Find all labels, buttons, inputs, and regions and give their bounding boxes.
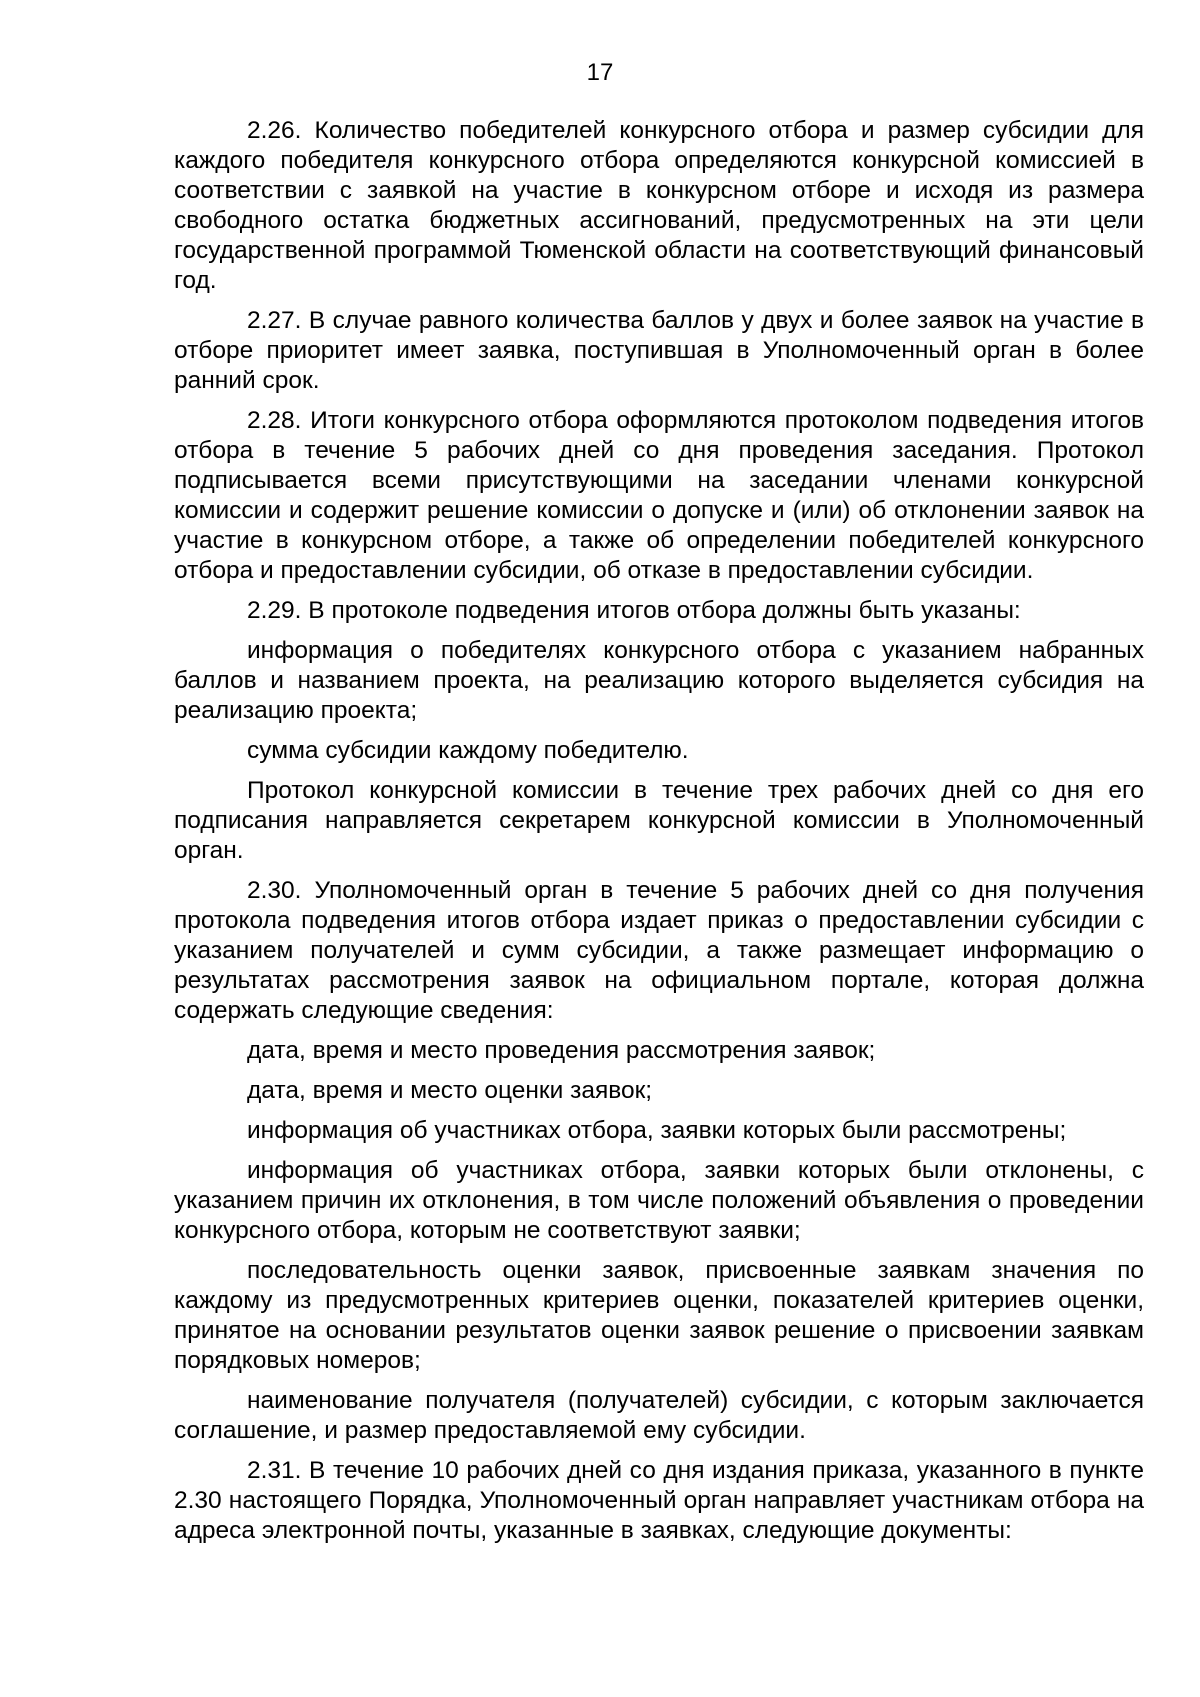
list-item-recipient-name: наименование получателя (получателей) субсидии, с которым заключается соглашение, и размер предоставляемой ему субсидии. bbox=[174, 1387, 1144, 1444]
document-body bbox=[174, 116, 1144, 1556]
paragraph-2-26: 2.26. Количество победителей конкурсного отбора и размер субсидии для каждого победителя конкурсного отбора определяются конкурсной комиссией в соответствии с заявкой на участие в конкурсном отборе и исходя из размера свободного остатка бюджетных ассигнований, предусмотренных на эти цели государственной программой Тюменской области на соответствующий финансовый год. bbox=[174, 117, 1144, 294]
list-item-review-date: дата, время и место проведения рассмотрения заявок; bbox=[247, 1037, 876, 1064]
list-item-evaluation-date: дата, время и место оценки заявок; bbox=[247, 1077, 653, 1104]
paragraph-2-27: 2.27. В случае равного количества баллов у двух и более заявок на участие в отборе приоритет имеет заявка, поступившая в Уполномоченный орган в более ранний срок. bbox=[174, 307, 1144, 394]
list-item-subsidy-amount: сумма субсидии каждому победителю. bbox=[247, 737, 689, 764]
list-item-winners-info: информация о победителях конкурсного отбора с указанием набранных баллов и названием проекта, на реализацию которого выделяется субсидия на реализацию проекта; bbox=[174, 637, 1144, 724]
paragraph-protocol-submission: Протокол конкурсной комиссии в течение трех рабочих дней со дня его подписания направляется секретарем конкурсной комиссии в Уполномоченный орган. bbox=[174, 777, 1144, 864]
list-item-reviewed-participants: информация об участниках отбора, заявки которых были рассмотрены; bbox=[247, 1117, 1067, 1144]
paragraph-2-28: 2.28. Итоги конкурсного отбора оформляются протоколом подведения итогов отбора в течение 5 рабочих дней со дня проведения заседания. Протокол подписывается всеми присутствующими на заседании членами конкурсной комиссии и содержит решение комиссии о допуске и (или) об отклонении заявок на участие в конкурсном отборе, а также об определении победителей конкурсного отбора и предоставлении субсидии, об отказе в предоставлении субсидии. bbox=[174, 407, 1144, 584]
list-item-evaluation-sequence: последовательность оценки заявок, присвоенные заявкам значения по каждому из предусмотренных критериев оценки, показателей критериев оценки, принятое на основании результатов оценки заявок решение о присвоении заявкам порядковых номеров; bbox=[174, 1257, 1144, 1374]
page-number: 17 bbox=[586, 59, 614, 86]
list-item-rejected-participants: информация об участниках отбора, заявки которых были отклонены, с указанием причин их отклонения, в том числе положений объявления о проведении конкурсного отбора, которым не соответствуют заявки; bbox=[174, 1157, 1144, 1244]
paragraph-2-30: 2.30. Уполномоченный орган в течение 5 рабочих дней со дня получения протокола подведения итогов отбора издает приказ о предоставлении субсидии с указанием получателей и сумм субсидии, а также размещает информацию о результатах рассмотрения заявок на официальном портале, которая должна содержать следующие сведения: bbox=[174, 877, 1144, 1024]
paragraph-2-29: 2.29. В протоколе подведения итогов отбора должны быть указаны: bbox=[247, 597, 1021, 624]
paragraph-2-31: 2.31. В течение 10 рабочих дней со дня издания приказа, указанного в пункте 2.30 настоящего Порядка, Уполномоченный орган направляет участникам отбора на адреса электронной почты, указанные в заявках, следующие документы: bbox=[174, 1457, 1144, 1544]
